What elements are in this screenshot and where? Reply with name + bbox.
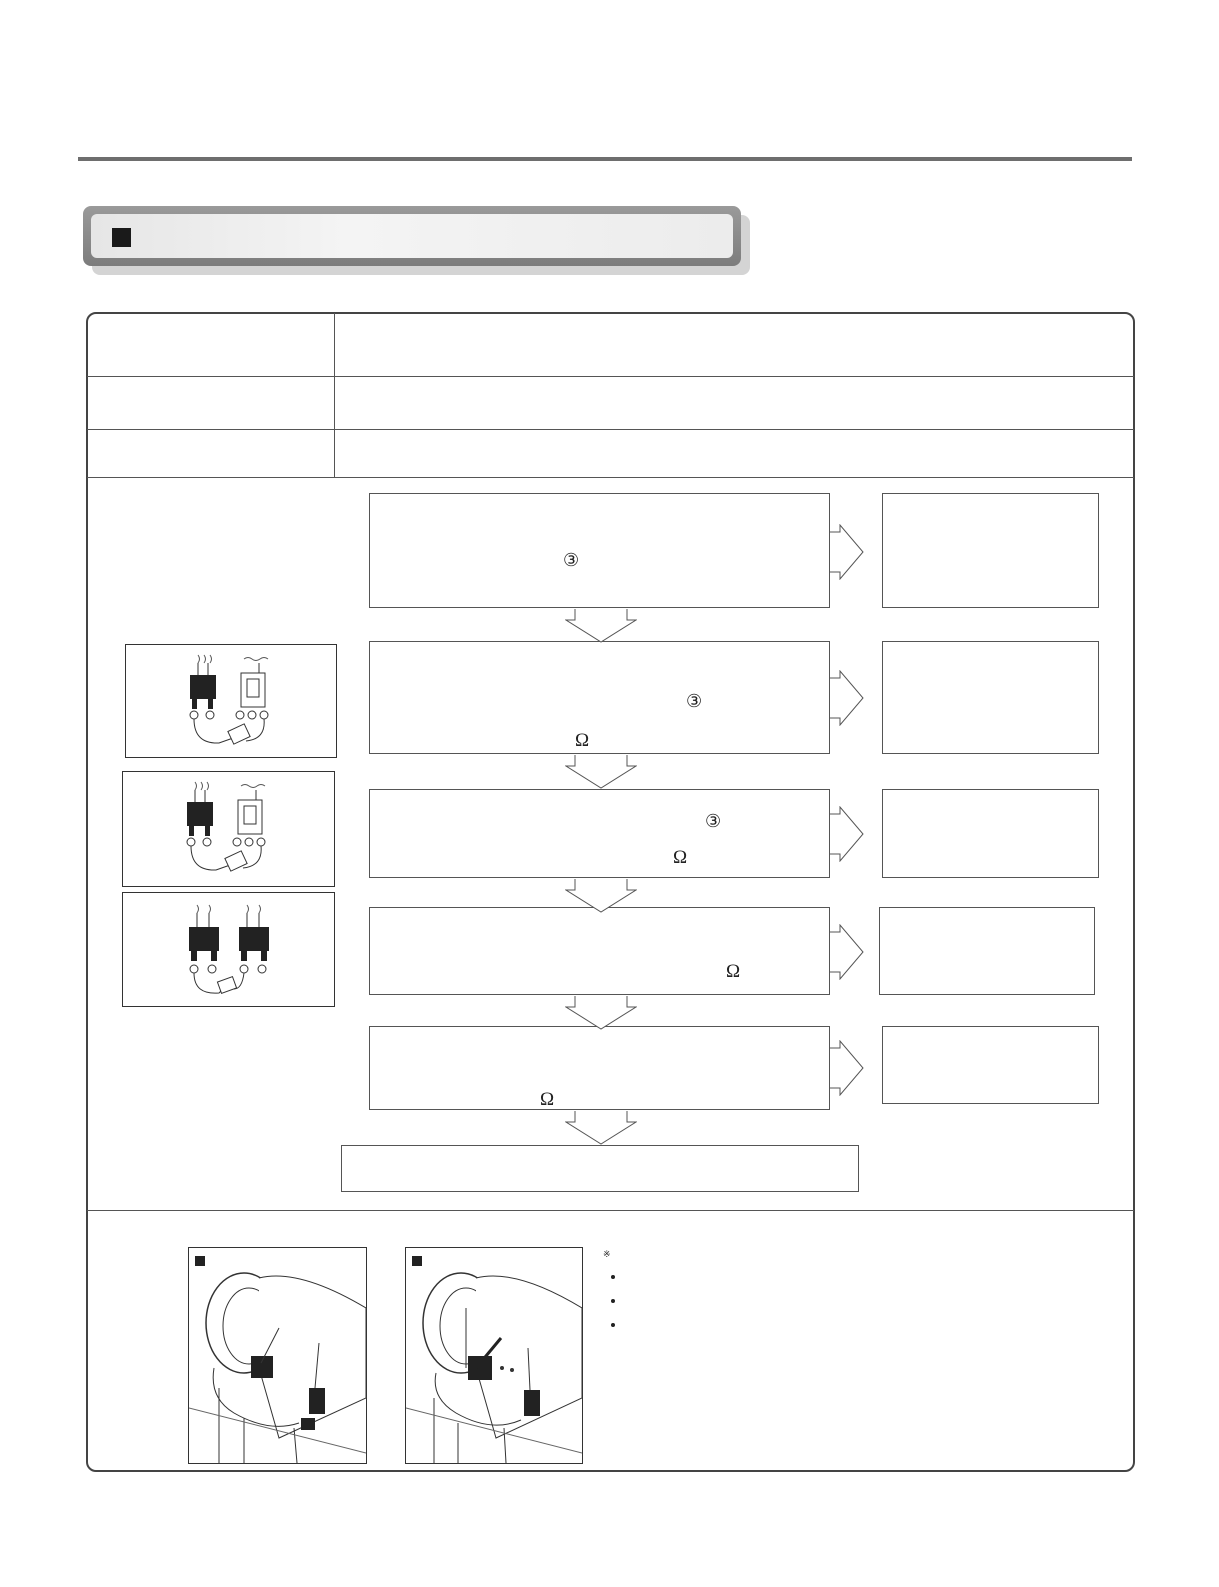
connector-plug-icon [123,772,334,886]
section-banner-inner [91,214,733,258]
flow-step-5-box [369,1026,830,1110]
connector-plug-icon [126,645,336,757]
step-2-ohm-symbol: Ω [575,730,590,751]
note-bullet-1 [611,1275,615,1279]
connector-diagram-1 [125,644,337,758]
table-row-divider-3 [87,477,1134,478]
down-arrow-icon [565,608,637,644]
flow-step-1-box [369,493,830,608]
result-box-3 [882,789,1099,878]
right-arrow-icon [829,806,865,862]
step-1-terminal-symbol: ③ [563,550,580,570]
result-box-5 [882,1026,1099,1104]
note-bullet-3 [611,1323,615,1327]
connector-diagram-2 [122,771,335,887]
notes-section-divider [87,1210,1134,1211]
sensor-photo-b-illustration [406,1248,582,1463]
table-row-divider-2 [87,429,1134,430]
down-arrow-icon [565,878,637,914]
table-row-divider-1 [87,376,1134,377]
connector-plug-icon [123,893,334,1006]
flow-step-3-box [369,789,830,878]
sensor-photo-a-illustration [189,1248,366,1463]
result-box-1 [882,493,1099,608]
flow-result-box [341,1145,859,1192]
step-4-ohm-symbol: Ω [726,961,741,982]
right-arrow-icon [829,1040,865,1096]
down-arrow-icon [565,1110,637,1146]
header-rule [78,157,1132,161]
step-3-ohm-symbol: Ω [673,847,688,868]
right-arrow-icon [829,670,865,726]
down-arrow-icon [565,754,637,790]
connector-diagram-3 [122,892,335,1007]
result-box-2 [882,641,1099,754]
flow-step-4-box [369,907,830,995]
right-arrow-icon [829,524,865,580]
step-5-ohm-symbol: Ω [540,1089,555,1110]
sensor-photo-a [188,1247,367,1464]
note-marker: ※ [603,1249,611,1259]
banner-square-icon [112,228,131,247]
flow-step-2-box [369,641,830,754]
note-bullet-2 [611,1299,615,1303]
down-arrow-icon [565,995,637,1031]
right-arrow-icon [829,924,865,980]
step-3-terminal-symbol: ③ [705,811,722,831]
step-2-terminal-symbol: ③ [686,691,703,711]
sensor-photo-b [405,1247,583,1464]
result-box-4 [879,907,1095,995]
table-column-divider [334,313,335,477]
